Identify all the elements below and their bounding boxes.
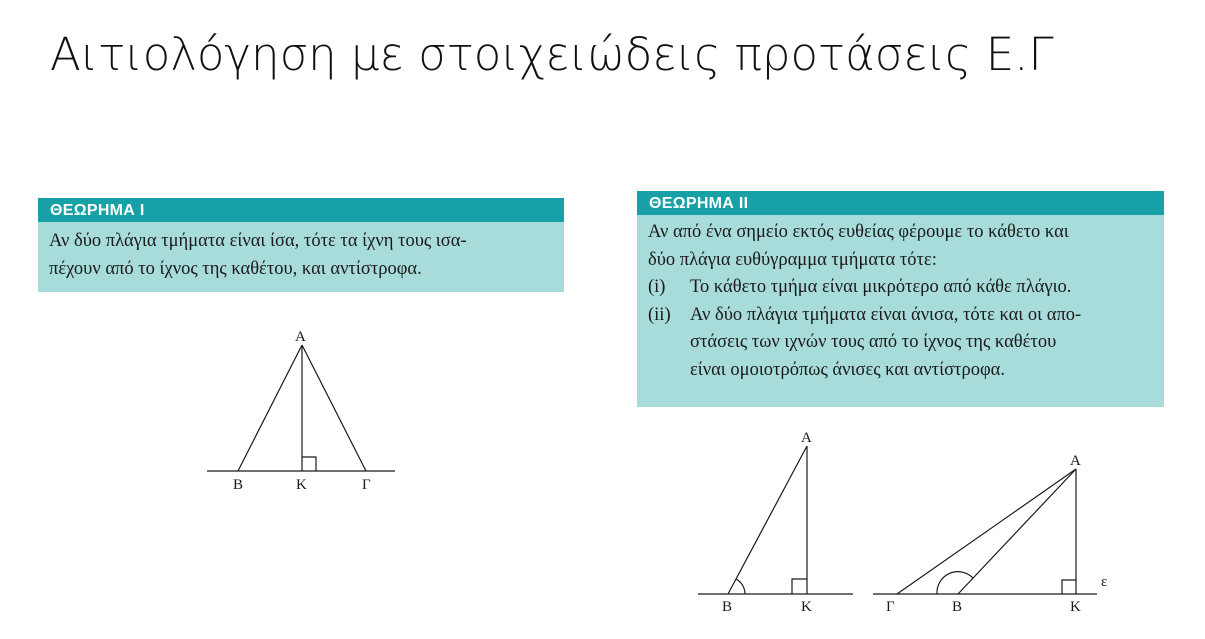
side-ab [958, 469, 1076, 594]
theorem-1-line: πέχουν από το ίχνος της καθέτου, και αντίστροφα. [49, 258, 422, 279]
label-apex: Α [1070, 453, 1081, 469]
angle-arc [736, 579, 745, 594]
angle-arc [937, 572, 973, 594]
theorem-2-line: δύο πλάγια ευθύγραμμα τμήματα τότε: [648, 249, 937, 270]
theorem-2-line: Αν από ένα σημείο εκτός ευθείας φέρουμε το κάθετο και [648, 222, 1069, 242]
side-ab [238, 345, 302, 471]
item-number: (ii) [648, 304, 671, 325]
label-b: Β [722, 599, 733, 615]
page-title: Αιτιολόγηση με στοιχειώδεις προτάσεις Ε.Γ [50, 28, 1054, 81]
figure-3-oblique-segments [873, 469, 1097, 594]
label-epsilon: ε [1101, 574, 1108, 590]
theorem-1-line: Αν δύο πλάγια τμήματα είναι ίσα, τότε τα ίχνη τους ισα- [49, 231, 467, 251]
label-g: Γ [362, 477, 371, 493]
theorem-2-header: ΘΕΩΡΗΜΑ ΙΙ [637, 191, 1164, 215]
label-k: Κ [296, 477, 307, 493]
label-k: Κ [801, 599, 812, 615]
label-apex: Α [801, 430, 812, 446]
label-apex: Α [295, 329, 306, 345]
label-b: Β [233, 477, 244, 493]
item-line: Αν δύο πλάγια τμήματα είναι άνισα, τότε και οι απο- [690, 304, 1082, 325]
label-k: Κ [1070, 599, 1081, 615]
theorem-1-header: ΘΕΩΡΗΜΑ Ι [38, 198, 564, 222]
item-line: στάσεις των ιχνών τους από το ίχνος της καθέτου [690, 332, 1057, 352]
label-g: Γ [886, 599, 895, 615]
right-angle-mark [1062, 580, 1076, 594]
item-number: (i) [648, 277, 666, 297]
side-ab [728, 446, 807, 594]
figure-2-right-triangle [698, 446, 853, 594]
side-ag [897, 469, 1076, 594]
right-angle-mark [302, 457, 316, 471]
side-ag [302, 345, 366, 471]
right-angle-mark [792, 579, 807, 594]
figure-1-isosceles [207, 345, 395, 471]
item-line: είναι ομοιοτρόπως άνισες και αντίστροφα. [690, 359, 1005, 380]
label-b: Β [952, 599, 963, 615]
item-text: Το κάθετο τμήμα είναι μικρότερο από κάθε πλάγιο. [690, 277, 1072, 297]
